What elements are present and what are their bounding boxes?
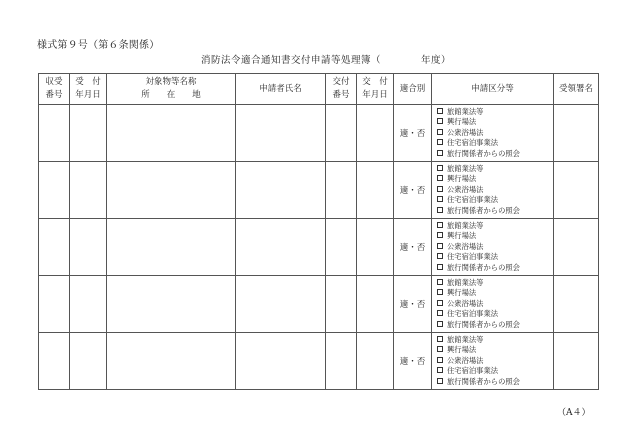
cell-receipt-date[interactable]: [70, 162, 107, 219]
cell-target-location[interactable]: [107, 333, 236, 390]
cell-receipt-date[interactable]: [70, 219, 107, 276]
header-issue-number-line2: 番号: [332, 90, 350, 100]
header-issue-date: [357, 74, 394, 105]
cell-category-options: [432, 333, 554, 390]
header-receipt-number: [39, 74, 70, 105]
checkbox-icon[interactable]: [437, 243, 443, 249]
checkbox-icon[interactable]: [437, 129, 443, 135]
category-option[interactable]: [437, 221, 553, 231]
register-title-year-suffix: 年度）: [421, 55, 452, 66]
category-option[interactable]: [437, 299, 553, 309]
category-option[interactable]: [437, 335, 553, 345]
category-option[interactable]: [437, 138, 553, 148]
cell-receipt-number[interactable]: [39, 219, 70, 276]
cell-issue-number[interactable]: [326, 219, 357, 276]
category-option-label: 旅行関係者からの照会: [447, 148, 520, 158]
header-issue-date-line2: 年月日: [362, 90, 388, 100]
cell-issue-number[interactable]: [326, 162, 357, 219]
header-target-line2: 所 在 地: [141, 90, 201, 100]
category-option-label: 旅館業法等: [447, 335, 484, 344]
register-table: [38, 73, 599, 390]
header-receipt-number-line1: 収受: [45, 77, 63, 87]
header-target-location: [107, 74, 236, 105]
cell-issue-date[interactable]: [357, 333, 394, 390]
checkbox-icon[interactable]: [437, 321, 443, 327]
category-option-label: 興行場法: [447, 117, 477, 127]
header-receipt-date: [70, 74, 107, 105]
cell-applicant-name[interactable]: [236, 333, 326, 390]
category-option[interactable]: [437, 377, 553, 387]
checkbox-icon[interactable]: [437, 378, 443, 384]
register-title: [201, 52, 451, 66]
cell-issue-number[interactable]: [326, 333, 357, 390]
cell-suitability-result[interactable]: 適・否: [394, 333, 432, 390]
category-option[interactable]: [437, 278, 553, 288]
category-option[interactable]: [437, 206, 553, 216]
cell-issue-number[interactable]: [326, 105, 357, 162]
cell-target-location[interactable]: [107, 276, 236, 333]
cell-target-location[interactable]: [107, 162, 236, 219]
cell-category-options: [432, 162, 554, 219]
category-option[interactable]: [437, 242, 553, 252]
cell-signature[interactable]: [554, 219, 599, 276]
category-option-list: [437, 107, 553, 159]
category-option-list: [437, 278, 553, 330]
category-option[interactable]: [437, 288, 553, 298]
header-receipt-date-line1: 受 付: [75, 77, 101, 87]
category-option-label: 住宅宿泊事業法: [447, 252, 499, 262]
checkbox-icon[interactable]: [437, 232, 443, 238]
category-option-label: 興行場法: [447, 288, 477, 298]
category-option-label: 興行場法: [447, 174, 477, 184]
category-option-label: 公衆浴場法: [447, 184, 484, 194]
category-option[interactable]: [437, 263, 553, 273]
header-issue-number-line1: 交付: [332, 77, 350, 87]
paper-size-note: （A４）: [557, 408, 591, 418]
cell-receipt-number[interactable]: [39, 276, 70, 333]
category-option-label: 住宅宿泊事業法: [447, 138, 499, 148]
category-option[interactable]: [437, 320, 553, 330]
category-option[interactable]: [437, 195, 553, 205]
header-target-line1: 対象物等名称: [145, 77, 197, 87]
category-option[interactable]: [437, 309, 553, 319]
header-receipt-number-line2: 番号: [45, 90, 63, 100]
cell-receipt-number[interactable]: [39, 162, 70, 219]
category-option-label: 旅館業法等: [447, 107, 484, 116]
category-option-label: 住宅宿泊事業法: [447, 309, 499, 319]
category-option[interactable]: [437, 231, 553, 241]
category-option-label: 公衆浴場法: [447, 298, 484, 308]
register-row: [39, 333, 599, 390]
category-option[interactable]: [437, 252, 553, 262]
cell-receipt-date[interactable]: [70, 105, 107, 162]
category-option-label: 旅行関係者からの照会: [447, 262, 520, 272]
cell-category-options: [432, 276, 554, 333]
category-option-label: 旅館業法等: [447, 278, 484, 287]
form-number-label: 様式第９号（第６条関係）: [37, 40, 160, 51]
category-option-list: [437, 164, 553, 216]
checkbox-icon[interactable]: [437, 222, 443, 228]
category-option-list: [437, 335, 553, 387]
checkbox-icon[interactable]: [437, 253, 443, 259]
cell-receipt-number[interactable]: [39, 333, 70, 390]
category-option-label: 興行場法: [447, 345, 477, 355]
checkbox-icon[interactable]: [437, 310, 443, 316]
cell-signature[interactable]: [554, 276, 599, 333]
category-option-label: 公衆浴場法: [447, 241, 484, 251]
cell-category-options: [432, 105, 554, 162]
checkbox-icon[interactable]: [437, 196, 443, 202]
cell-target-location[interactable]: [107, 105, 236, 162]
header-receipt-date-line2: 年月日: [75, 90, 101, 100]
cell-issue-date[interactable]: [357, 219, 394, 276]
cell-suitability-result[interactable]: 適・否: [394, 276, 432, 333]
cell-target-location[interactable]: [107, 219, 236, 276]
cell-receipt-date[interactable]: [70, 276, 107, 333]
checkbox-icon[interactable]: [437, 289, 443, 295]
category-option[interactable]: [437, 164, 553, 174]
checkbox-icon[interactable]: [437, 150, 443, 156]
cell-suitability-result[interactable]: 適・否: [394, 162, 432, 219]
checkbox-icon[interactable]: [437, 357, 443, 363]
category-option[interactable]: [437, 356, 553, 366]
category-option[interactable]: [437, 117, 553, 127]
register-row: [39, 105, 599, 162]
category-option-label: 公衆浴場法: [447, 127, 484, 137]
category-option-label: 住宅宿泊事業法: [447, 366, 499, 376]
cell-applicant-name[interactable]: [236, 105, 326, 162]
cell-applicant-name[interactable]: [236, 162, 326, 219]
cell-suitability-result[interactable]: 適・否: [394, 219, 432, 276]
category-option[interactable]: [437, 345, 553, 355]
cell-issue-number[interactable]: [326, 276, 357, 333]
cell-signature[interactable]: [554, 105, 599, 162]
cell-signature[interactable]: [554, 333, 599, 390]
checkbox-icon[interactable]: [437, 108, 443, 114]
category-option-label: 住宅宿泊事業法: [447, 195, 499, 205]
category-option[interactable]: [437, 174, 553, 184]
category-option-list: [437, 221, 553, 273]
checkbox-icon[interactable]: [437, 346, 443, 352]
checkbox-icon[interactable]: [437, 367, 443, 373]
checkbox-icon[interactable]: [437, 336, 443, 342]
category-option[interactable]: [437, 185, 553, 195]
category-option-label: 旅行関係者からの照会: [447, 376, 520, 386]
checkbox-icon[interactable]: [437, 139, 443, 145]
header-suitability: 適合別: [394, 74, 432, 105]
checkbox-icon[interactable]: [437, 264, 443, 270]
checkbox-icon[interactable]: [437, 207, 443, 213]
header-issue-number: [326, 74, 357, 105]
checkbox-icon[interactable]: [437, 279, 443, 285]
register-row: [39, 276, 599, 333]
cell-receipt-number[interactable]: [39, 105, 70, 162]
category-option-label: 旅館業法等: [447, 164, 484, 173]
category-option-label: 旅館業法等: [447, 221, 484, 230]
checkbox-icon[interactable]: [437, 186, 443, 192]
register-row: [39, 162, 599, 219]
cell-category-options: [432, 219, 554, 276]
register-body: [39, 105, 599, 390]
header-issue-date-line1: 交 付: [362, 77, 388, 87]
checkbox-icon[interactable]: [437, 300, 443, 306]
cell-receipt-date[interactable]: [70, 333, 107, 390]
category-option-label: 公衆浴場法: [447, 355, 484, 365]
checkbox-icon[interactable]: [437, 175, 443, 181]
cell-applicant-name[interactable]: [236, 276, 326, 333]
register-row: [39, 219, 599, 276]
header-applicant-name: 申請者氏名: [236, 74, 326, 105]
category-option[interactable]: [437, 128, 553, 138]
cell-suitability-result[interactable]: 適・否: [394, 105, 432, 162]
register-title-main: 消防法令適合通知書交付申請等処理簿（: [201, 55, 382, 66]
header-signature: 受領署名: [554, 74, 599, 105]
category-option[interactable]: [437, 149, 553, 159]
category-option-label: 旅行関係者からの照会: [447, 319, 520, 329]
category-option-label: 興行場法: [447, 231, 477, 241]
cell-issue-date[interactable]: [357, 105, 394, 162]
header-category: 申請区分等: [432, 74, 554, 105]
category-option-label: 旅行関係者からの照会: [447, 205, 520, 215]
checkbox-icon[interactable]: [437, 165, 443, 171]
cell-issue-date[interactable]: [357, 276, 394, 333]
cell-signature[interactable]: [554, 162, 599, 219]
cell-applicant-name[interactable]: [236, 219, 326, 276]
cell-issue-date[interactable]: [357, 162, 394, 219]
header-row: [39, 74, 599, 105]
category-option[interactable]: [437, 107, 553, 117]
checkbox-icon[interactable]: [437, 118, 443, 124]
category-option[interactable]: [437, 366, 553, 376]
